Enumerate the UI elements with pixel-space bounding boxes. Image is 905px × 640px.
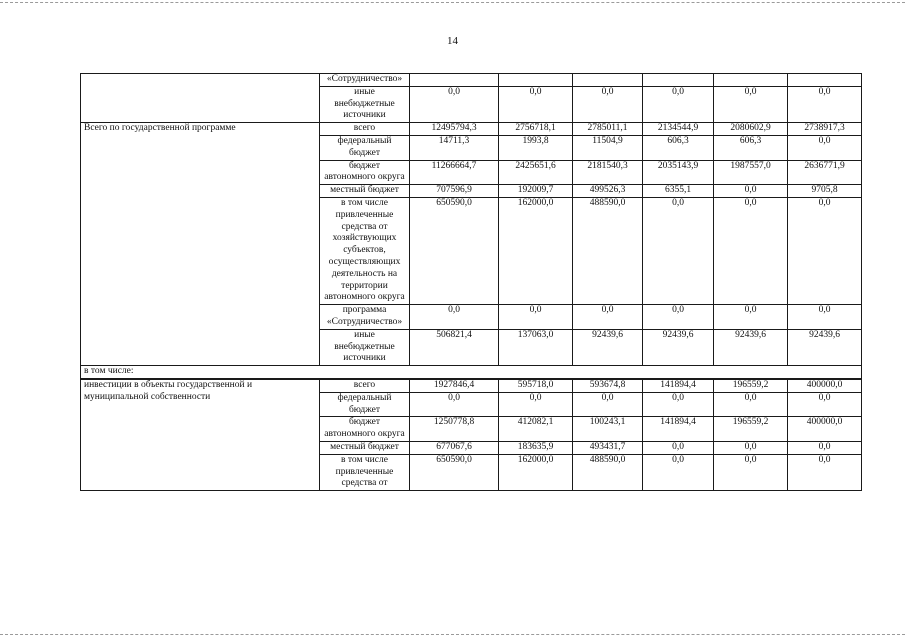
value-cell: 12495794,3 — [410, 123, 499, 136]
value-cell: 0,0 — [643, 454, 714, 490]
funding-source-cell: «Сотрудничество» — [320, 74, 410, 87]
value-cell: 100243,1 — [573, 417, 643, 442]
value-cell: 162000,0 — [499, 454, 573, 490]
funding-source-cell: бюджет автономного округа — [320, 417, 410, 442]
value-cell: 14711,3 — [410, 135, 499, 160]
value-cell: 92439,6 — [573, 329, 643, 365]
value-cell: 1987557,0 — [714, 160, 788, 185]
value-cell: 493431,7 — [573, 441, 643, 454]
value-cell: 92439,6 — [714, 329, 788, 365]
value-cell: 0,0 — [573, 392, 643, 417]
value-cell: 0,0 — [788, 392, 862, 417]
value-cell: 0,0 — [643, 86, 714, 122]
value-cell: 2134544,9 — [643, 123, 714, 136]
value-cell: 0,0 — [714, 441, 788, 454]
value-cell: 506821,4 — [410, 329, 499, 365]
budget-table-body — [81, 74, 862, 491]
funding-source-cell: иные внебюджетные источники — [320, 329, 410, 365]
value-cell: 488590,0 — [573, 454, 643, 490]
value-cell: 0,0 — [499, 392, 573, 417]
value-cell: 707596,9 — [410, 185, 499, 198]
table-row — [81, 123, 862, 136]
value-cell: 606,3 — [643, 135, 714, 160]
value-cell: 488590,0 — [573, 197, 643, 304]
value-cell: 1250778,8 — [410, 417, 499, 442]
budget-table — [80, 73, 862, 491]
funding-source-cell: программа «Сотрудничество» — [320, 305, 410, 330]
value-cell: 141894,4 — [643, 379, 714, 392]
value-cell: 92439,6 — [788, 329, 862, 365]
value-cell: 0,0 — [499, 86, 573, 122]
value-cell: 11266664,7 — [410, 160, 499, 185]
value-cell: 9705,8 — [788, 185, 862, 198]
value-cell: 0,0 — [643, 305, 714, 330]
value-cell — [573, 74, 643, 87]
value-cell: 2080602,9 — [714, 123, 788, 136]
value-cell: 196559,2 — [714, 379, 788, 392]
value-cell: 141894,4 — [643, 417, 714, 442]
funding-source-cell: федеральный бюджет — [320, 392, 410, 417]
value-cell: 2738917,3 — [788, 123, 862, 136]
value-cell — [499, 74, 573, 87]
value-cell: 400000,0 — [788, 417, 862, 442]
value-cell: 0,0 — [410, 305, 499, 330]
value-cell: 0,0 — [714, 454, 788, 490]
investments-name-cell: инвестиции в объекты государственной и муниципальной собственности — [81, 379, 320, 491]
funding-source-cell: в том числе привлеченные средства от хозяйствующих субъектов, осуществляющих деятельность на территории автономного округа — [320, 197, 410, 304]
value-cell: 2756718,1 — [499, 123, 573, 136]
value-cell — [410, 74, 499, 87]
funding-source-cell: федеральный бюджет — [320, 135, 410, 160]
value-cell: 650590,0 — [410, 454, 499, 490]
funding-source-cell: иные внебюджетные источники — [320, 86, 410, 122]
value-cell: 0,0 — [714, 392, 788, 417]
value-cell: 650590,0 — [410, 197, 499, 304]
value-cell: 0,0 — [410, 86, 499, 122]
section-label: в том числе: — [81, 366, 862, 379]
scan-edge-bottom — [0, 634, 905, 635]
value-cell: 2425651,6 — [499, 160, 573, 185]
value-cell: 11504,9 — [573, 135, 643, 160]
value-cell: 0,0 — [788, 135, 862, 160]
value-cell: 0,0 — [788, 441, 862, 454]
section-row — [81, 366, 862, 379]
value-cell: 0,0 — [788, 305, 862, 330]
table-row — [81, 379, 862, 392]
value-cell: 606,3 — [714, 135, 788, 160]
value-cell: 196559,2 — [714, 417, 788, 442]
value-cell: 183635,9 — [499, 441, 573, 454]
value-cell: 0,0 — [714, 86, 788, 122]
value-cell: 677067,6 — [410, 441, 499, 454]
value-cell: 0,0 — [573, 86, 643, 122]
program-name-cell — [81, 74, 320, 123]
value-cell: 162000,0 — [499, 197, 573, 304]
value-cell — [788, 74, 862, 87]
value-cell: 1927846,4 — [410, 379, 499, 392]
value-cell: 0,0 — [643, 441, 714, 454]
scan-edge-top — [0, 2, 905, 3]
value-cell — [643, 74, 714, 87]
value-cell: 0,0 — [499, 305, 573, 330]
value-cell: 400000,0 — [788, 379, 862, 392]
value-cell: 0,0 — [643, 197, 714, 304]
value-cell: 2181540,3 — [573, 160, 643, 185]
value-cell: 0,0 — [788, 454, 862, 490]
value-cell: 0,0 — [714, 197, 788, 304]
value-cell: 499526,3 — [573, 185, 643, 198]
value-cell: 595718,0 — [499, 379, 573, 392]
value-cell: 2035143,9 — [643, 160, 714, 185]
value-cell: 0,0 — [714, 305, 788, 330]
value-cell: 92439,6 — [643, 329, 714, 365]
value-cell: 0,0 — [410, 392, 499, 417]
value-cell: 0,0 — [573, 305, 643, 330]
value-cell: 137063,0 — [499, 329, 573, 365]
value-cell: 2636771,9 — [788, 160, 862, 185]
value-cell: 0,0 — [643, 392, 714, 417]
total-program-cell: Всего по государственной программе — [81, 123, 320, 366]
funding-source-cell: всего — [320, 123, 410, 136]
table-row — [81, 74, 862, 87]
value-cell: 2785011,1 — [573, 123, 643, 136]
value-cell — [714, 74, 788, 87]
value-cell: 412082,1 — [499, 417, 573, 442]
value-cell: 593674,8 — [573, 379, 643, 392]
funding-source-cell: бюджет автономного округа — [320, 160, 410, 185]
value-cell: 1993,8 — [499, 135, 573, 160]
value-cell: 0,0 — [714, 185, 788, 198]
funding-source-cell: всего — [320, 379, 410, 392]
value-cell: 6355,1 — [643, 185, 714, 198]
funding-source-cell: местный бюджет — [320, 441, 410, 454]
funding-source-cell: в том числе привлеченные средства от — [320, 454, 410, 490]
page-number: 14 — [447, 35, 458, 47]
value-cell: 0,0 — [788, 197, 862, 304]
value-cell: 192009,7 — [499, 185, 573, 198]
value-cell: 0,0 — [788, 86, 862, 122]
funding-source-cell: местный бюджет — [320, 185, 410, 198]
